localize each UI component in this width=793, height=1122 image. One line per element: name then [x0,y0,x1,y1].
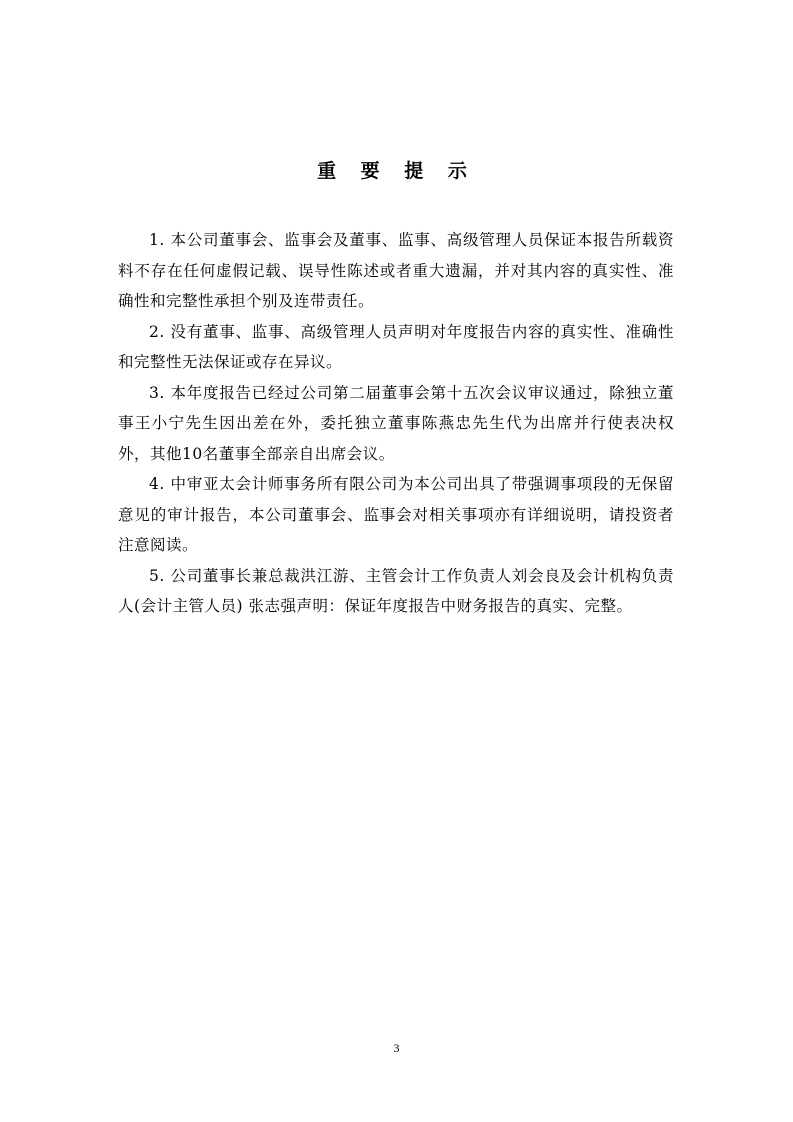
page-title: 重 要 提 示 [317,160,476,182]
page-number: 3 [393,1041,400,1055]
notice-paragraph-1: 1. 本公司董事会、监事会及董事、监事、高级管理人员保证本报告所载资料不存在任何虚假记载、误导性陈述或者重大遗漏，并对其内容的真实性、准确性和完整性承担个别及连带责任。 [118,231,674,310]
notice-paragraph-5: 5. 公司董事长兼总裁洪江游、主管会计工作负责人刘会良及会计机构负责人(会计主管人员) 张志强声明：保证年度报告中财务报告的真实、完整。 [118,566,674,615]
notice-paragraph-2: 2. 没有董事、监事、高级管理人员声明对年度报告内容的真实性、准确性和完整性无法保证或存在异议。 [118,322,674,371]
notice-body [118,225,674,622]
notice-paragraph-4: 4. 中审亚太会计师事务所有限公司为本公司出具了带强调事项段的无保留意见的审计报告，本公司董事会、监事会对相关事项亦有详细说明，请投资者注意阅读。 [118,475,674,554]
notice-paragraph-3: 3. 本年度报告已经过公司第二届董事会第十五次会议审议通过，除独立董事王小宁先生因出差在外，委托独立董事陈燕忠先生代为出席并行使表决权外，其他10名董事全部亲自出席会议。 [118,383,674,463]
